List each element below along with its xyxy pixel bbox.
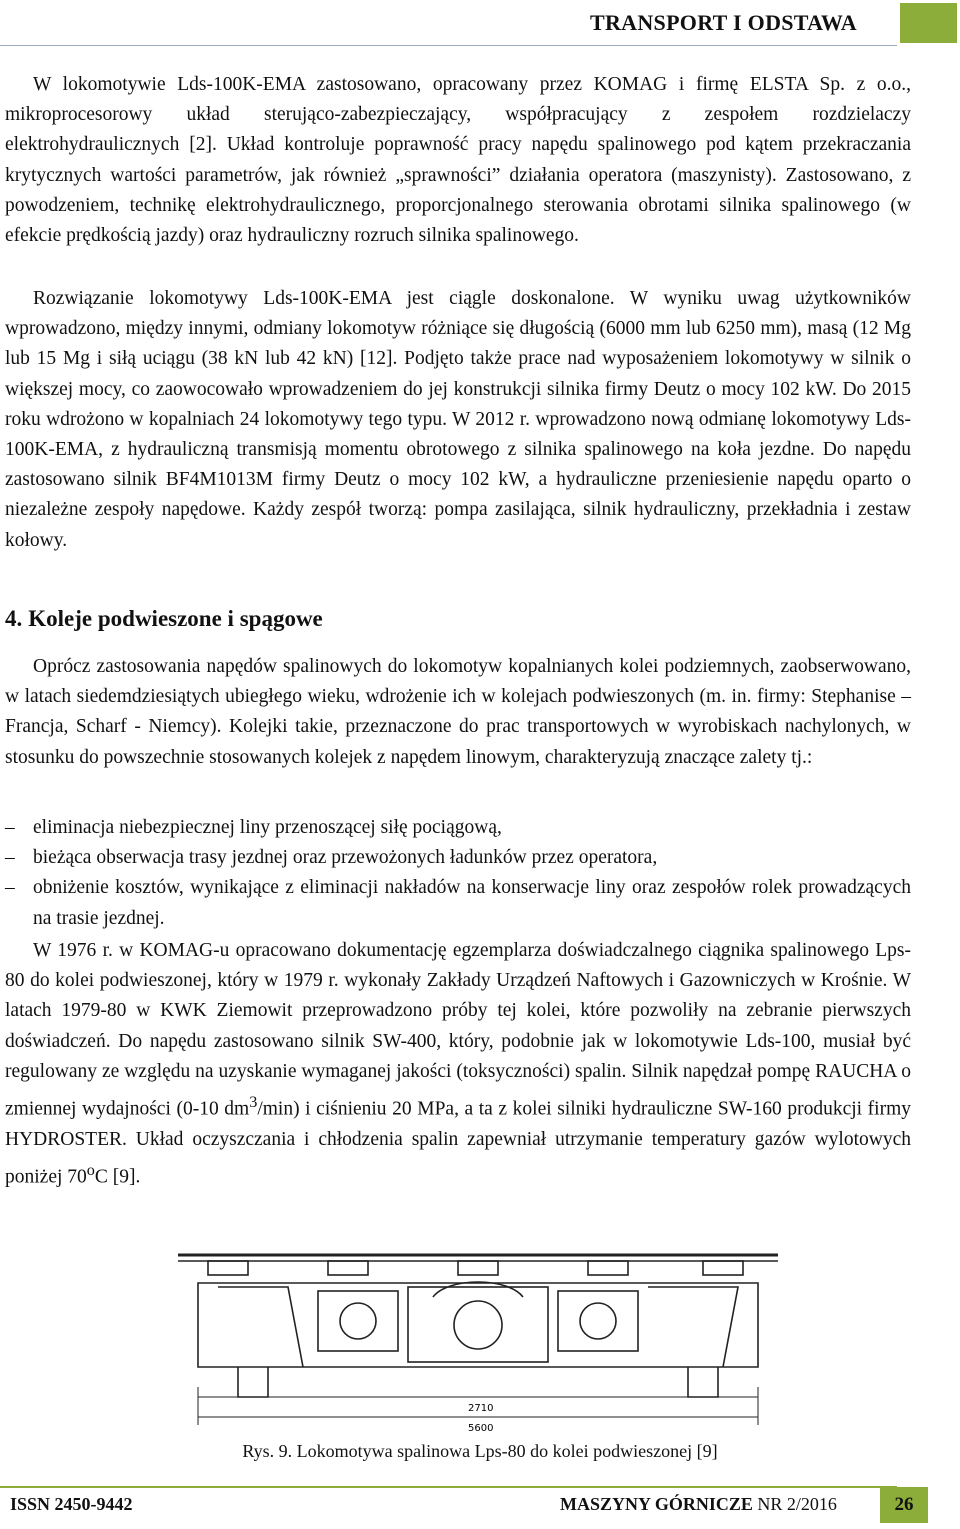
running-header-title: TRANSPORT I ODSTAWA [590,10,857,35]
paragraph-3 [5,652,911,773]
advantages-list [5,813,911,934]
header-rule [0,45,897,46]
footer-rule [0,1486,897,1488]
paragraph-2 [5,284,911,556]
list-item: – eliminacja niebezpiecznej liny przenoszącej siłę pociągową, [5,813,911,843]
section-heading [5,606,323,632]
dash-marker: – [5,877,15,899]
paragraph-4-text: W 1976 r. w KOMAG-u opracowano dokumentację egzemplarza doświadczalnego ciągnika spalinowego Lps-80 do kolei podwieszonej, który w 1979 r. wykonały Zakłady Urządzeń Naftowych i Gazowniczych w Krośnie. W latach 1979-80 w KWK Ziemowit przeprowadzono próby tej kolei, które pozwoliły na zebranie pierwszych doświadczeń. Do napędu zastosowano silnik SW-400, który, podobnie jak w lokomotywie Lds-100, musiał być regulowany ze względu na uzyskanie wymaganej jakości (toksyczności) spalin. Silnik napędzał pompę RAUCHA o zmiennej wydajności (0-10 $dm^3/\min$) i ciśnieniu 20 MPa, a ta z kolei silniki hydrauliczne SW-160 produkcji firmy HYDROSTER. Układ oczyszczania i chłodzenia spalin zapewniał utrzymanie temperatury gazów wylotowych poniżej 70$^o$C [9]. [5,940,911,1188]
section-number: 4. [5,606,23,631]
header-accent-block [900,3,957,43]
dash-marker: – [5,817,15,838]
dimension-label: 2710 [468,1403,494,1414]
page-number: 26 [880,1487,928,1523]
dash-marker: – [5,847,15,869]
dimension-label: 5600 [468,1423,494,1434]
figure-caption: Rys. 9. Lokomotywa spalinowa Lps-80 do kolei podwieszonej [9] [242,1441,718,1461]
locomotive-drawing [178,1247,778,1437]
paragraph-2-text: Rozwiązanie lokomotywy Lds-100K-EMA jest ciągle doskonalone. W wyniku uwag użytkowników wprowadzono, między innymi, odmiany lokomotyw różniące się długością (6000 mm lub 6250 mm), masą (12 Mg lub 15 Mg i siłą uciągu (38 kN lub 42 kN) [12]. Podjęto także prace nad wyposażeniem lokomotywy w silnik o większej mocy, co zaowocowało wprowadzeniem do jej konstrukcji silnika firmy Deutz o mocy 102 kW. Do 2015 roku wdrożono w kopalniach 24 lokomotywy tego typu. W 2012 r. wprowadzono nową odmianę lokomotywy Lds-100K-EMA, z hydrauliczną transmisją momentu obrotowego z silnika spalinowego na koła jezdne. Do napędu zastosowano silnik BF4M1013M firmy Deutz o mocy 102 kW, a hydrauliczne przeniesienie napędu oparto o niezależne zespoły napędowe. Każdy zespół tworzą: pompa zasilająca, silnik hydrauliczny, przekładnia i zestaw kołowy. [5,288,911,551]
list-item: – bieżąca obserwacja trasy jezdnej oraz przewożonych ładunków przez operatora, [5,843,911,873]
journal-name: MASZYNY GÓRNICZE NR 2/2016 [560,1494,837,1514]
list-item: – obniżenie kosztów, wynikające z eliminacji nakładów na konserwacje liny oraz zespołów rolek prowadzących na trasie jezdnej. [5,873,911,933]
section-title: Koleje podwieszone i spągowe [28,606,323,631]
paragraph-1 [5,70,911,251]
paragraph-3-text: Oprócz zastosowania napędów spalinowych do lokomotyw kopalnianych kolei podziemnych, zaobserwowano, w latach siedemdziesiątych ubiegłego wieku, wdrożenie ich w kolejach podwieszonych (m. in. firmy: Stephanise – Francja, Scharf - Niemcy). Kolejki takie, przeznaczone do prac transportowych w wyrobiskach nachylonych, w stosunku do powszechnie stosowanych kolejek z napędem linowym, charakteryzują znaczące zalety tj.: [5,656,911,768]
issn: ISSN 2450-9442 [10,1494,133,1514]
paragraph-1-text: W lokomotywie Lds-100K-EMA zastosowano, opracowany przez KOMAG i firmę ELSTA Sp. z o.o., mikroprocesorowy układ sterująco-zabezpieczający, współpracujący z zespołem rozdzielaczy elektrohydraulicznych [2]. Układ kontroluje poprawność pracy napędu spalinowego pod kątem przekraczania krytycznych wartości parametrów, jak również „sprawności” działania operatora (maszynisty). Zastosowano, z powodzeniem, technikę elektrohydraulicznego, proporcjonalnego sterowania obrotami silnika spalinowego (w efekcie prędkością jazdy) oraz hydrauliczny rozruch silnika spalinowego. [5,74,911,247]
paragraph-4 [5,936,911,1193]
